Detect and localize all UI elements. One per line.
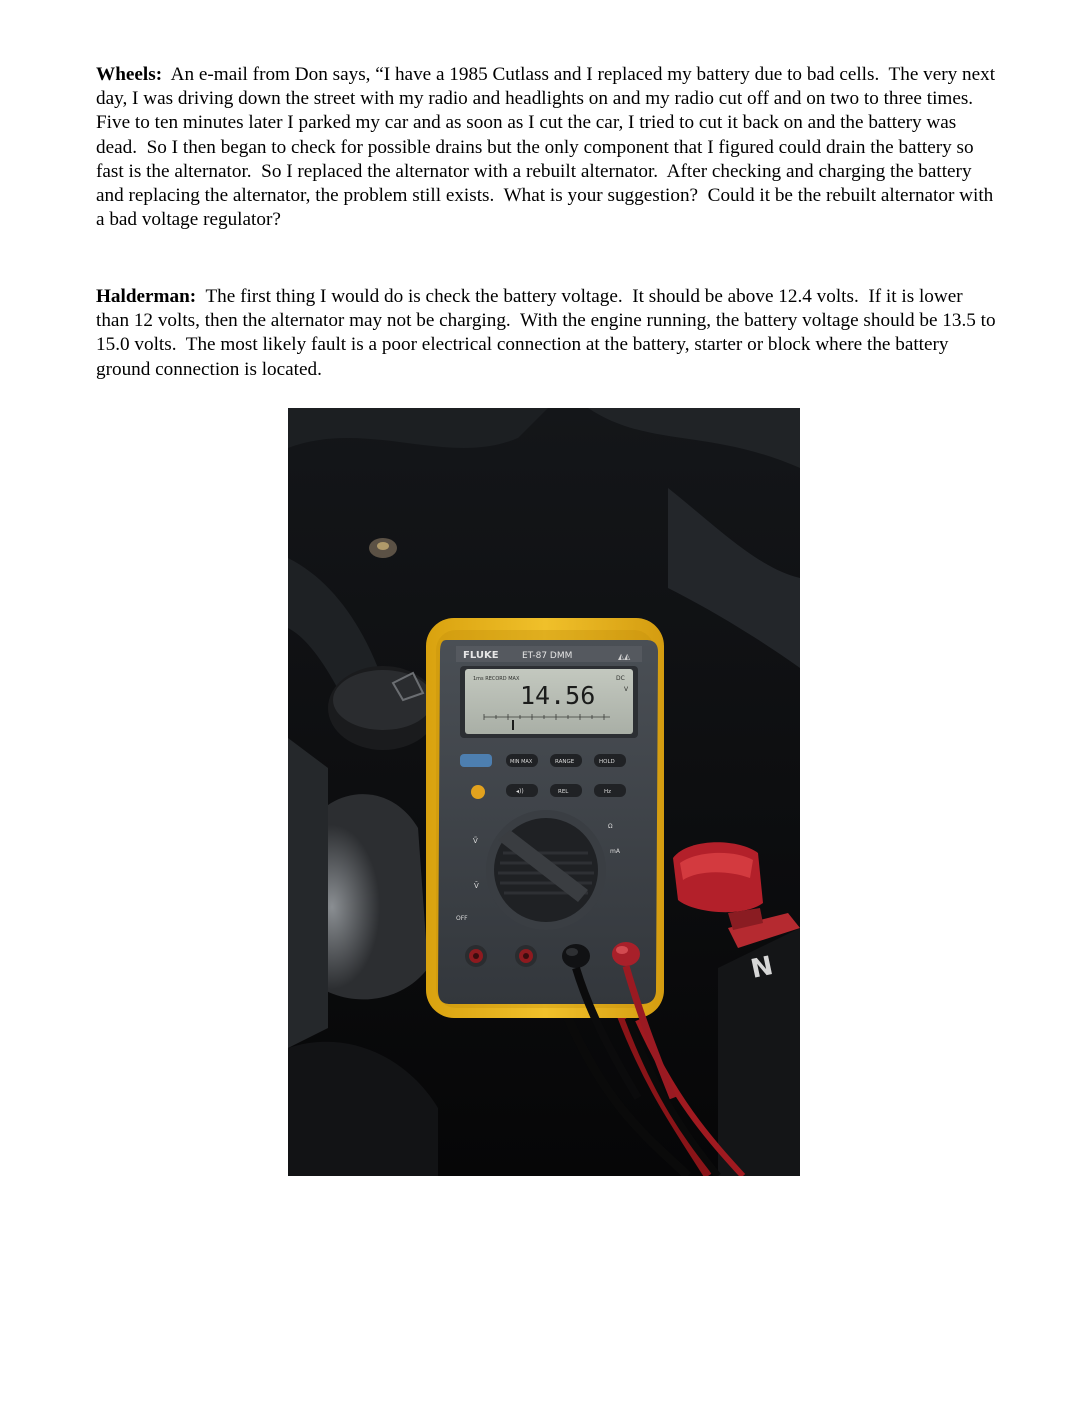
lcd-mode: DC <box>616 675 625 682</box>
dial-ohm-label: Ω <box>608 823 613 830</box>
meter-model: ET-87 DMM <box>522 651 573 661</box>
svg-text:N: N <box>748 950 776 985</box>
rel-label: REL <box>558 789 569 795</box>
question-text: An e-mail from Don says, “I have a 1985 Cutlass and I replaced my battery due to bad cells. The very next day, I was driving down the street with my radio and headlights on and my radio cut off and on two to three times. Five to ten minutes later I parked my car and as soon as I cut the car, I tried to cut it back on and the battery was dead. So I then began to check for possible drains but the only component that I figured could drain the battery so fast is the alternator. So I replaced the alternator with a rebuilt alternator. After checking and charging the battery and replacing the alternator, the problem still exists. What is your suggestion? Could it be the rebuilt alternator with a bad voltage regulator? <box>96 64 1000 231</box>
dial-dc-volts-label: V̄ <box>474 882 479 890</box>
beep-icon: ◂)) <box>516 788 524 795</box>
hold-label: HOLD <box>599 759 615 765</box>
lcd-header: 1ms RECORD MAX <box>473 676 520 682</box>
black-probe-plug <box>562 944 590 968</box>
red-probe-plug <box>612 942 640 966</box>
dial-volts-label: Ṽ <box>473 837 478 845</box>
meter-brand: FLUKE <box>463 650 499 661</box>
range-label: RANGE <box>555 759 575 765</box>
backlight-button[interactable] <box>460 754 492 767</box>
multimeter-photo <box>288 408 800 1176</box>
answer-text: The first thing I would do is check the battery voltage. It should be above 12.4 volts. If it is lower than 12 volts, then the alternator may not be charging. With the engine running, the battery voltage should be 13.5 to 15.0 volts. The most likely fault is a poor electrical connection at the battery, starter or block where the battery ground connection is located. <box>96 286 1001 380</box>
meter-ce-mark: ◭◭ <box>618 652 631 661</box>
speaker-wheels: Wheels: <box>96 64 163 85</box>
lcd-unit: V <box>624 686 629 693</box>
function-button[interactable] <box>471 785 485 799</box>
answer-paragraph <box>96 285 1001 382</box>
speaker-halderman: Halderman: <box>96 286 197 307</box>
hz-label: Hz <box>604 789 612 795</box>
min-max-label: MIN MAX <box>510 759 533 765</box>
dial-off-label: OFF <box>456 915 468 922</box>
question-paragraph <box>96 63 1000 232</box>
dial-ma-label: mA <box>610 848 620 855</box>
voltage-reading: 14.56 <box>520 681 596 710</box>
